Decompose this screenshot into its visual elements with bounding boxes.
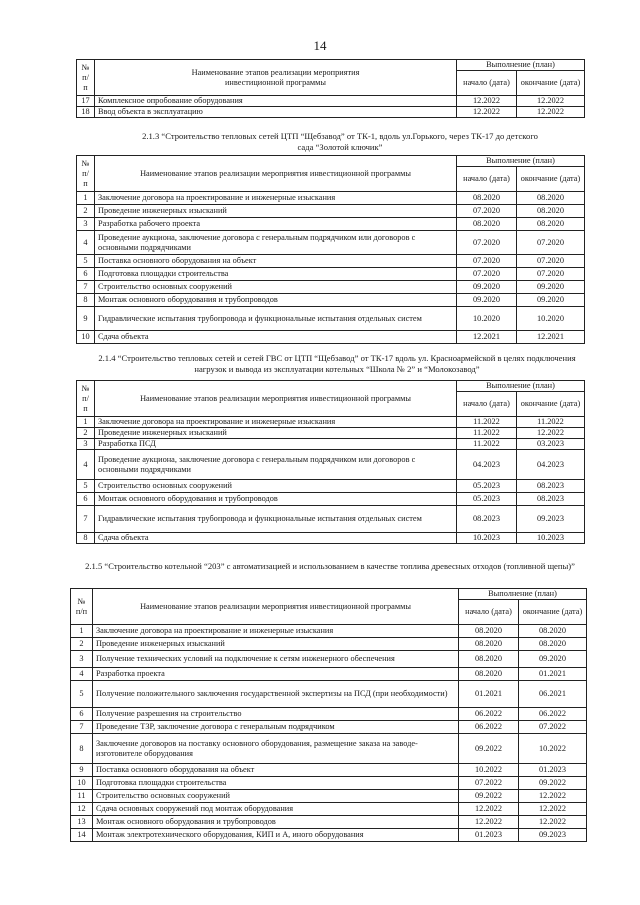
row-start-date: 07.2022 bbox=[459, 777, 519, 790]
stages-table-2-1-4 bbox=[76, 380, 585, 544]
header-end: окончание (дата) bbox=[517, 71, 585, 96]
row-start-date: 07.2020 bbox=[457, 268, 517, 281]
row-start-date: 11.2022 bbox=[457, 439, 517, 450]
table-row bbox=[77, 417, 585, 428]
header-num: № п/п bbox=[71, 589, 93, 625]
header-start: начало (дата) bbox=[457, 71, 517, 96]
table-row bbox=[77, 428, 585, 439]
row-number: 6 bbox=[77, 268, 95, 281]
row-start-date: 09.2022 bbox=[459, 734, 519, 764]
row-start-date: 07.2020 bbox=[457, 231, 517, 255]
page-number: 14 bbox=[313, 38, 327, 53]
table-row bbox=[77, 506, 585, 533]
row-start-date: 05.2023 bbox=[457, 480, 517, 493]
row-stage-name: Монтаж основного оборудования и трубопроводов bbox=[95, 493, 457, 506]
row-end-date: 06.2021 bbox=[519, 681, 587, 708]
row-stage-name: Гидравлические испытания трубопровода и функциональные испытания отдельных систем bbox=[95, 307, 457, 331]
row-stage-name: Проведение аукциона, заключение договора с генеральным подрядчиком или договоров с основными подрядчиками bbox=[95, 231, 457, 255]
row-number: 9 bbox=[71, 764, 93, 777]
stages-table-2-1-5 bbox=[70, 588, 587, 842]
table-row bbox=[77, 218, 585, 231]
row-end-date: 09.2020 bbox=[517, 294, 585, 307]
row-start-date: 11.2022 bbox=[457, 417, 517, 428]
row-end-date: 07.2020 bbox=[517, 231, 585, 255]
row-number: 11 bbox=[71, 790, 93, 803]
header-num: № п/п bbox=[77, 60, 95, 96]
row-stage-name: Комплексное опробование оборудования bbox=[95, 96, 457, 107]
row-end-date: 09.2022 bbox=[519, 777, 587, 790]
table-row bbox=[77, 493, 585, 506]
table-row bbox=[71, 829, 587, 842]
row-stage-name: Разработка ПСД bbox=[95, 439, 457, 450]
row-stage-name: Проведение инженерных изысканий bbox=[93, 638, 459, 651]
row-number: 2 bbox=[77, 205, 95, 218]
table-row bbox=[71, 625, 587, 638]
header-end: окончание (дата) bbox=[517, 392, 585, 417]
table-row bbox=[71, 681, 587, 708]
header-name: Наименование этапов реализации мероприятия инвестиционной программы bbox=[95, 381, 457, 417]
row-start-date: 10.2022 bbox=[459, 764, 519, 777]
row-end-date: 01.2021 bbox=[519, 668, 587, 681]
row-start-date: 12.2022 bbox=[457, 107, 517, 118]
row-stage-name: Монтаж электротехнического оборудования, КИП и А, иного оборудования bbox=[93, 829, 459, 842]
header-end: окончание (дата) bbox=[519, 600, 587, 625]
row-start-date: 01.2021 bbox=[459, 681, 519, 708]
row-end-date: 09.2023 bbox=[517, 506, 585, 533]
table-row bbox=[77, 107, 585, 118]
row-stage-name: Проведение аукциона, заключение договора с генеральным подрядчиком или договоров с основными подрядчиками bbox=[95, 450, 457, 480]
table-row bbox=[77, 480, 585, 493]
row-end-date: 03.2023 bbox=[517, 439, 585, 450]
row-number: 3 bbox=[71, 651, 93, 668]
table-row bbox=[71, 734, 587, 764]
header-name: Наименование этапов реализации мероприятия инвестиционной программы bbox=[95, 60, 457, 96]
row-start-date: 06.2022 bbox=[459, 708, 519, 721]
row-stage-name: Подготовка площадки строительства bbox=[93, 777, 459, 790]
row-number: 13 bbox=[71, 816, 93, 829]
row-end-date: 12.2022 bbox=[517, 428, 585, 439]
table-row bbox=[77, 205, 585, 218]
table-row bbox=[77, 268, 585, 281]
row-end-date: 08.2020 bbox=[517, 192, 585, 205]
row-stage-name: Заключение договора на проектирование и инженерные изыскания bbox=[93, 625, 459, 638]
row-start-date: 08.2020 bbox=[457, 192, 517, 205]
table-row bbox=[77, 294, 585, 307]
row-end-date: 12.2022 bbox=[519, 803, 587, 816]
header-start: начало (дата) bbox=[457, 167, 517, 192]
table-row bbox=[77, 96, 585, 107]
row-stage-name: Получение положительного заключения государственной экспертизы на ПСД (при необходимости) bbox=[93, 681, 459, 708]
row-start-date: 12.2022 bbox=[459, 803, 519, 816]
row-stage-name: Проведение ТЗР, заключение договора с генеральным подрядчиком bbox=[93, 721, 459, 734]
row-number: 6 bbox=[71, 708, 93, 721]
row-number: 7 bbox=[77, 506, 95, 533]
header-execution: Выполнение (план) bbox=[459, 589, 587, 600]
row-start-date: 09.2022 bbox=[459, 790, 519, 803]
header-name: Наименование этапов реализации мероприятия инвестиционной программы bbox=[93, 589, 459, 625]
row-end-date: 12.2022 bbox=[519, 790, 587, 803]
row-stage-name: Ввод объекта в эксплуатацию bbox=[95, 107, 457, 118]
row-number: 3 bbox=[77, 439, 95, 450]
row-stage-name: Гидравлические испытания трубопровода и функциональные испытания отдельных систем bbox=[95, 506, 457, 533]
row-number: 5 bbox=[77, 480, 95, 493]
row-end-date: 12.2021 bbox=[517, 331, 585, 344]
row-stage-name: Проведение инженерных изысканий bbox=[95, 428, 457, 439]
table-row bbox=[77, 255, 585, 268]
header-execution: Выполнение (план) bbox=[457, 60, 585, 71]
row-start-date: 08.2023 bbox=[457, 506, 517, 533]
table-row bbox=[71, 638, 587, 651]
row-end-date: 10.2022 bbox=[519, 734, 587, 764]
row-number: 10 bbox=[71, 777, 93, 790]
row-end-date: 08.2020 bbox=[517, 205, 585, 218]
row-end-date: 08.2023 bbox=[517, 493, 585, 506]
header-execution: Выполнение (план) bbox=[457, 156, 585, 167]
row-stage-name: Строительство основных сооружений bbox=[93, 790, 459, 803]
row-end-date: 10.2020 bbox=[517, 307, 585, 331]
row-start-date: 09.2020 bbox=[457, 281, 517, 294]
row-stage-name: Монтаж основного оборудования и трубопроводов bbox=[93, 816, 459, 829]
row-end-date: 07.2020 bbox=[517, 255, 585, 268]
row-number: 4 bbox=[77, 450, 95, 480]
header-end: окончание (дата) bbox=[517, 167, 585, 192]
row-stage-name: Заключение договоров на поставку основного оборудования, размещение заказа на заводе-изготовителе оборудования bbox=[93, 734, 459, 764]
row-number: 8 bbox=[77, 533, 95, 544]
row-start-date: 10.2023 bbox=[457, 533, 517, 544]
row-start-date: 11.2022 bbox=[457, 428, 517, 439]
row-end-date: 08.2020 bbox=[519, 638, 587, 651]
row-stage-name: Разработка рабочего проекта bbox=[95, 218, 457, 231]
row-number: 8 bbox=[71, 734, 93, 764]
row-end-date: 09.2023 bbox=[519, 829, 587, 842]
stages-table-continued bbox=[76, 59, 585, 118]
row-end-date: 10.2023 bbox=[517, 533, 585, 544]
table-row bbox=[77, 231, 585, 255]
table-row bbox=[77, 307, 585, 331]
row-end-date: 12.2022 bbox=[517, 96, 585, 107]
row-stage-name: Монтаж основного оборудования и трубопроводов bbox=[95, 294, 457, 307]
row-number: 1 bbox=[71, 625, 93, 638]
row-number: 17 bbox=[77, 96, 95, 107]
row-stage-name: Получение разрешения на строительство bbox=[93, 708, 459, 721]
row-end-date: 09.2020 bbox=[519, 651, 587, 668]
row-end-date: 08.2020 bbox=[519, 625, 587, 638]
row-number: 8 bbox=[77, 294, 95, 307]
section-heading-2-1-4: 2.1.4 “Строительство тепловых сетей и сетей ГВС от ЦТП “Щебзавод” от ТК-17 вдоль ул. Красноармейской в целях подключения нагрузок и вывода из эксплуатации котельных “Школа № 2” и “Молокозавод” bbox=[98, 353, 576, 374]
row-stage-name: Получение технических условий на подключение к сетям инженерного обеспечения bbox=[93, 651, 459, 668]
row-stage-name: Заключение договора на проектирование и инженерные изыскания bbox=[95, 192, 457, 205]
table-row bbox=[77, 331, 585, 344]
row-stage-name: Поставка основного оборудования на объект bbox=[93, 764, 459, 777]
row-start-date: 12.2022 bbox=[459, 816, 519, 829]
row-start-date: 09.2020 bbox=[457, 294, 517, 307]
row-stage-name: Строительство основных сооружений bbox=[95, 480, 457, 493]
stages-table-2-1-3 bbox=[76, 155, 585, 344]
table-row bbox=[71, 668, 587, 681]
row-stage-name: Сдача объекта bbox=[95, 331, 457, 344]
row-end-date: 12.2022 bbox=[517, 107, 585, 118]
row-stage-name: Сдача основных сооружений под монтаж оборудования bbox=[93, 803, 459, 816]
row-start-date: 08.2020 bbox=[459, 638, 519, 651]
row-end-date: 07.2022 bbox=[519, 721, 587, 734]
row-end-date: 09.2020 bbox=[517, 281, 585, 294]
table-row bbox=[71, 777, 587, 790]
row-start-date: 08.2020 bbox=[459, 651, 519, 668]
row-stage-name: Поставка основного оборудования на объект bbox=[95, 255, 457, 268]
table-row bbox=[71, 816, 587, 829]
row-number: 18 bbox=[77, 107, 95, 118]
row-end-date: 08.2023 bbox=[517, 480, 585, 493]
row-stage-name: Заключение договора на проектирование и инженерные изыскания bbox=[95, 417, 457, 428]
row-number: 6 bbox=[77, 493, 95, 506]
section-heading-2-1-3: 2.1.3 “Строительство тепловых сетей ЦТП “Щебзавод” от ТК-1, вдоль ул.Горького, через ТК-17 до детского сада “Золотой ключик” bbox=[142, 131, 538, 152]
row-end-date: 07.2020 bbox=[517, 268, 585, 281]
table-row bbox=[77, 281, 585, 294]
row-stage-name: Разработка проекта bbox=[93, 668, 459, 681]
row-end-date: 11.2022 bbox=[517, 417, 585, 428]
row-number: 5 bbox=[77, 255, 95, 268]
row-start-date: 07.2020 bbox=[457, 255, 517, 268]
row-number: 9 bbox=[77, 307, 95, 331]
row-number: 3 bbox=[77, 218, 95, 231]
row-start-date: 10.2020 bbox=[457, 307, 517, 331]
row-number: 2 bbox=[71, 638, 93, 651]
row-end-date: 08.2020 bbox=[517, 218, 585, 231]
row-number: 1 bbox=[77, 417, 95, 428]
table-row bbox=[71, 790, 587, 803]
row-start-date: 08.2020 bbox=[459, 625, 519, 638]
row-start-date: 05.2023 bbox=[457, 493, 517, 506]
row-start-date: 08.2020 bbox=[457, 218, 517, 231]
table-row bbox=[71, 803, 587, 816]
table-row bbox=[71, 764, 587, 777]
row-stage-name: Сдача объекта bbox=[95, 533, 457, 544]
header-name: Наименование этапов реализации мероприятия инвестиционной программы bbox=[95, 156, 457, 192]
row-number: 4 bbox=[77, 231, 95, 255]
row-end-date: 06.2022 bbox=[519, 708, 587, 721]
header-execution: Выполнение (план) bbox=[457, 381, 585, 392]
row-number: 7 bbox=[71, 721, 93, 734]
row-start-date: 01.2023 bbox=[459, 829, 519, 842]
row-end-date: 04.2023 bbox=[517, 450, 585, 480]
row-stage-name: Строительство основных сооружений bbox=[95, 281, 457, 294]
row-start-date: 08.2020 bbox=[459, 668, 519, 681]
row-start-date: 06.2022 bbox=[459, 721, 519, 734]
row-number: 14 bbox=[71, 829, 93, 842]
table-row bbox=[77, 533, 585, 544]
table-row bbox=[71, 708, 587, 721]
row-end-date: 12.2022 bbox=[519, 816, 587, 829]
row-start-date: 12.2022 bbox=[457, 96, 517, 107]
row-stage-name: Подготовка площадки строительства bbox=[95, 268, 457, 281]
table-row bbox=[71, 721, 587, 734]
row-number: 2 bbox=[77, 428, 95, 439]
header-num: № п/п bbox=[77, 156, 95, 192]
row-number: 1 bbox=[77, 192, 95, 205]
table-row bbox=[77, 192, 585, 205]
table-row bbox=[77, 450, 585, 480]
table-row bbox=[71, 651, 587, 668]
row-stage-name: Проведение инженерных изысканий bbox=[95, 205, 457, 218]
header-start: начало (дата) bbox=[459, 600, 519, 625]
row-number: 10 bbox=[77, 331, 95, 344]
header-num: № п/п bbox=[77, 381, 95, 417]
row-number: 5 bbox=[71, 681, 93, 708]
row-start-date: 07.2020 bbox=[457, 205, 517, 218]
row-end-date: 01.2023 bbox=[519, 764, 587, 777]
row-start-date: 04.2023 bbox=[457, 450, 517, 480]
row-number: 4 bbox=[71, 668, 93, 681]
row-number: 7 bbox=[77, 281, 95, 294]
table-row bbox=[77, 439, 585, 450]
row-number: 12 bbox=[71, 803, 93, 816]
section-heading-2-1-5: 2.1.5 “Строительство котельной “203” с автоматизацией и использованием в качестве топлива древесных отходов (топливной щепы)” bbox=[85, 561, 575, 571]
header-start: начало (дата) bbox=[457, 392, 517, 417]
row-start-date: 12.2021 bbox=[457, 331, 517, 344]
